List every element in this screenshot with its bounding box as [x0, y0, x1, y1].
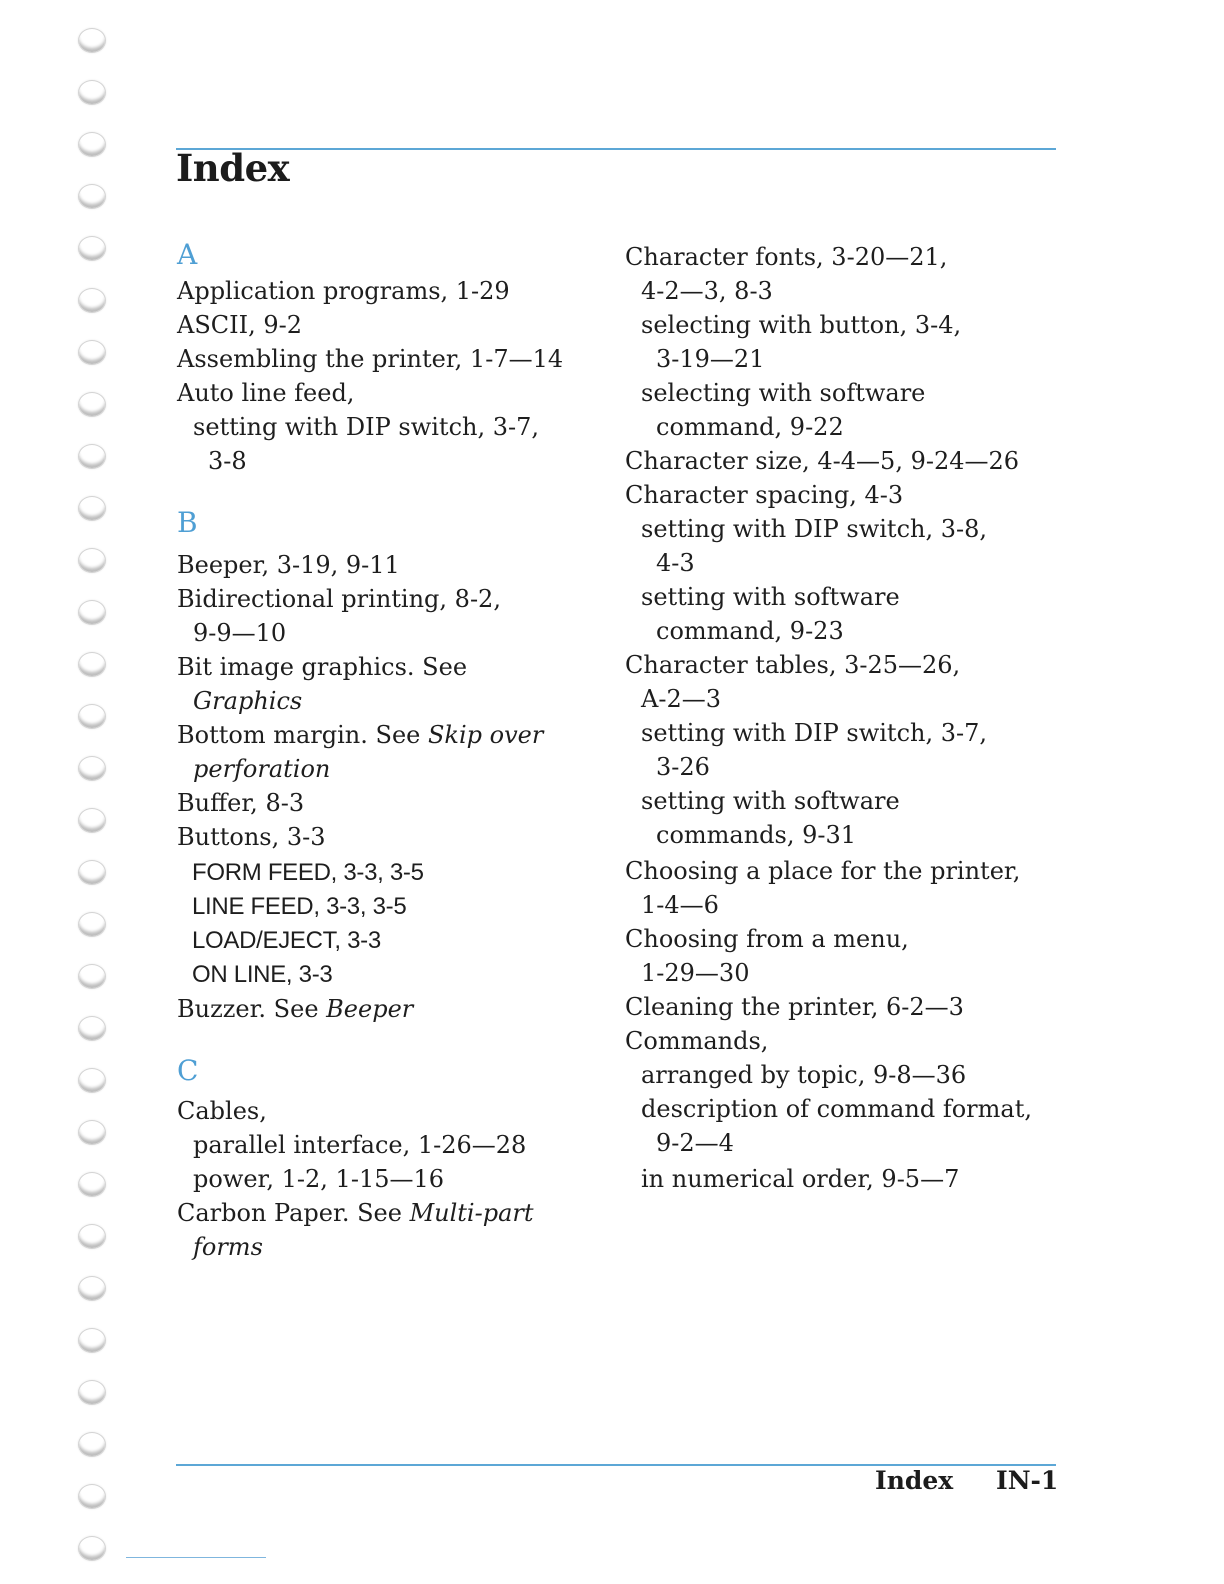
index-continuation: 1-29—30: [641, 959, 750, 987]
entry-text: Bottom margin. See: [177, 721, 428, 749]
index-subentry: setting with DIP switch, 3-8,: [641, 515, 987, 543]
index-continuation: 9-2—4: [656, 1129, 734, 1157]
binding-hole: [78, 600, 106, 625]
page-number: IN-1: [996, 1466, 1059, 1495]
binding-hole: [78, 1380, 106, 1405]
index-subentry: power, 1-2, 1-15—16: [193, 1165, 445, 1193]
index-subentry: setting with DIP switch, 3-7,: [641, 719, 987, 747]
index-continuation: 3-19—21: [656, 345, 765, 373]
binding-hole: [78, 444, 106, 469]
binding-hole: [78, 496, 106, 521]
index-subentry: setting with software: [641, 583, 900, 611]
index-entry: Beeper, 3-19, 9-11: [177, 551, 400, 579]
binding-hole: [78, 80, 106, 105]
section-letter-b: B: [177, 506, 198, 539]
binding-hole: [78, 132, 106, 157]
binding-hole: [78, 1120, 106, 1145]
index-continuation: 4-2—3, 8-3: [641, 277, 773, 305]
cross-reference: Graphics: [193, 687, 303, 715]
binding-hole: [78, 1276, 106, 1301]
index-continuation: command, 9-22: [656, 413, 844, 441]
index-subentry: FORM FEED, 3-3, 3-5: [192, 859, 424, 886]
index-subentry: parallel interface, 1-26—28: [193, 1131, 527, 1159]
index-subentry: arranged by topic, 9-8—36: [641, 1061, 967, 1089]
index-continuation: A-2—3: [641, 685, 721, 713]
index-entry: Character fonts, 3-20—21,: [625, 243, 948, 271]
binding-hole: [78, 392, 106, 417]
binding-hole: [78, 704, 106, 729]
section-letter-c: C: [177, 1054, 199, 1087]
binding-hole: [78, 912, 106, 937]
index-entry: Character size, 4-4—5, 9-24—26: [625, 447, 1020, 475]
index-entry: Bidirectional printing, 8-2,: [177, 585, 501, 613]
binding-hole: [78, 340, 106, 365]
entry-text: Buzzer. See: [177, 995, 327, 1023]
page-title: Index: [176, 146, 290, 190]
binding-hole: [78, 1328, 106, 1353]
index-continuation: 9-9—10: [193, 619, 287, 647]
index-entry: Cables,: [177, 1097, 267, 1125]
binding-hole: [78, 184, 106, 209]
index-continuation: [193, 752, 330, 786]
index-entry: Choosing from a menu,: [625, 925, 909, 953]
index-continuation: [193, 684, 302, 718]
index-continuation: 3-8: [208, 447, 247, 475]
index-entry: Application programs, 1-29: [177, 277, 510, 305]
binding-hole: [78, 652, 106, 677]
index-entry: [177, 718, 543, 752]
index-continuation: 1-4—6: [641, 891, 719, 919]
cross-reference: Skip over: [427, 721, 544, 749]
index-entry: Character tables, 3-25—26,: [625, 651, 961, 679]
index-continuation: 3-26: [656, 753, 710, 781]
index-entry: Commands,: [625, 1027, 769, 1055]
index-subentry: setting with software: [641, 787, 900, 815]
index-subentry: setting with DIP switch, 3-7,: [193, 413, 539, 441]
section-letter-a: A: [177, 238, 198, 271]
index-entry: Auto line feed,: [177, 379, 355, 407]
index-continuation: 4-3: [656, 549, 695, 577]
binding-hole: [78, 1224, 106, 1249]
cross-reference: forms: [193, 1233, 263, 1261]
index-subentry: description of command format,: [641, 1095, 1032, 1123]
cross-reference: perforation: [193, 755, 331, 783]
index-entry: Cleaning the printer, 6-2—3: [625, 993, 964, 1021]
index-subentry: ON LINE, 3-3: [192, 961, 333, 988]
binding-hole: [78, 964, 106, 989]
index-subentry: selecting with software: [641, 379, 926, 407]
binding-hole: [78, 1536, 106, 1561]
top-rule: [176, 148, 1056, 150]
binding-hole: [78, 28, 106, 53]
binding-hole: [78, 860, 106, 885]
binding-hole: [78, 1016, 106, 1041]
binding-holes: [74, 14, 110, 1574]
index-entry: Character spacing, 4-3: [625, 481, 904, 509]
index-subentry: LOAD/EJECT, 3-3: [192, 927, 381, 954]
binding-hole: [78, 1484, 106, 1509]
index-entry: [177, 1196, 534, 1230]
index-entry: Assembling the printer, 1-7—14: [177, 345, 564, 373]
index-subentry: selecting with button, 3-4,: [641, 311, 962, 339]
index-continuation: command, 9-23: [656, 617, 844, 645]
cross-reference: Multi-part: [409, 1199, 534, 1227]
binding-hole: [78, 1068, 106, 1093]
binding-hole: [78, 756, 106, 781]
index-entry: Bit image graphics. See: [177, 653, 468, 681]
index-entry: Buttons, 3-3: [177, 823, 326, 851]
index-entry: Buffer, 8-3: [177, 789, 305, 817]
index-subentry: in numerical order, 9-5—7: [641, 1165, 960, 1193]
binding-hole: [78, 288, 106, 313]
cross-reference: Beeper: [326, 995, 414, 1023]
index-entry: ASCII, 9-2: [177, 311, 303, 339]
binding-hole: [78, 1172, 106, 1197]
binding-hole: [78, 236, 106, 261]
index-entry: Choosing a place for the printer,: [625, 857, 1021, 885]
index-subentry: LINE FEED, 3-3, 3-5: [192, 893, 407, 920]
corner-rule: [126, 1557, 266, 1558]
index-entry: [177, 992, 413, 1026]
index-continuation: commands, 9-31: [656, 821, 857, 849]
footer-label: Index: [875, 1466, 954, 1495]
entry-text: Carbon Paper. See: [177, 1199, 410, 1227]
binding-hole: [78, 1432, 106, 1457]
binding-hole: [78, 808, 106, 833]
binding-hole: [78, 548, 106, 573]
index-continuation: [193, 1230, 263, 1264]
